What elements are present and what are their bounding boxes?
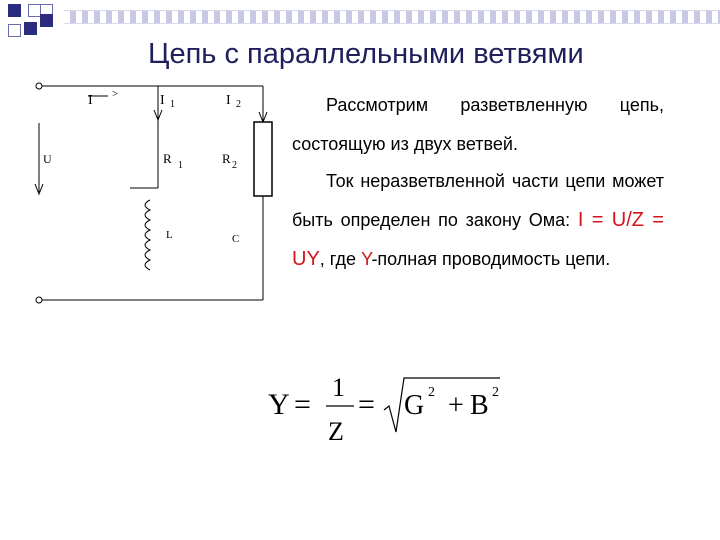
decor-square [24,22,37,35]
eq-term-g: G [404,390,425,421]
eq-equals-2: = [358,388,375,421]
eq-term-b: B [470,390,489,421]
label-r2-sub: 2 [232,160,237,171]
label-current-i: I [88,93,93,108]
decor-stripe [64,10,720,24]
paragraph-ohm [292,162,664,279]
label-r2: R [222,151,231,166]
slide-title: Цепь с параллельными ветвями [148,38,584,70]
decor-square [8,24,21,37]
label-capacitor-c: C [232,233,240,245]
admittance-equation [262,362,522,452]
label-current-i2-sub: 2 [236,99,241,110]
label-current-i1: I [160,93,165,108]
circuit-diagram [0,60,280,380]
eq-numerator: 1 [332,373,345,402]
paragraph-intro: Рассмотрим разветвленную цепь, состоящую из двух ветвей. [292,95,664,154]
eq-equals-1: = [294,388,311,421]
eq-denominator: Z [328,417,344,446]
terminal-bottom [36,297,42,303]
label-voltage-u: U [43,152,52,166]
resistor-r2 [254,122,272,196]
label-arrow-mark: > [112,88,119,100]
eq-exp-1: 2 [428,385,435,400]
eq-plus: + [448,390,464,421]
symbol-y: Y [361,249,372,269]
label-r1-sub: 1 [178,160,183,171]
paragraph-ohm-end: -полная проводимость цепи. [371,249,611,269]
label-current-i2: I [226,93,231,108]
paragraph-ohm-text: Ток неразветвленной части цепи может быть определен по закону Ома: [292,171,664,230]
label-r1: R [163,151,172,166]
eq-lhs: Y [268,388,290,421]
label-inductor-l: L [166,229,173,241]
decor-square [8,4,21,17]
formula-ohm: I = U/Z = UY [292,209,664,270]
terminal-top [36,83,42,89]
label-current-i1-sub: 1 [170,99,175,110]
eq-exp-2: 2 [492,385,499,400]
decor-square [40,14,53,27]
paragraph-ohm-mid: , где [319,249,362,269]
